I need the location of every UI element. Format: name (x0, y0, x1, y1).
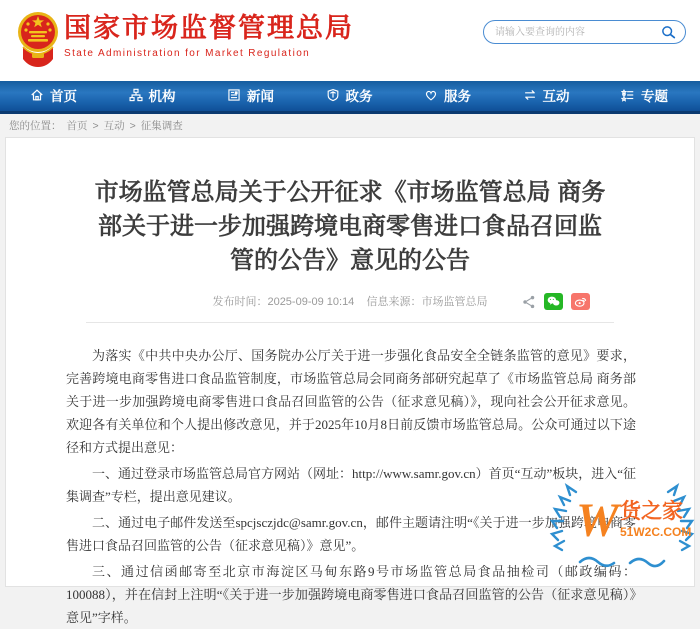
publish-time-label: 发布时间： (212, 296, 268, 308)
nav-item-home[interactable] (30, 85, 77, 105)
paragraph-channel-website: 一、通过登录市场监管总局官方网站（网址：http://www.samr.gov.cn）首页“互动”板块，进入“征集调查”专栏，提出意见建议。 (66, 466, 636, 504)
weibo-share-icon[interactable] (571, 293, 590, 310)
newspaper-icon (227, 88, 241, 102)
breadcrumb-link-survey[interactable]: 征集调查 (140, 120, 183, 132)
nav-item-topics[interactable] (621, 85, 668, 105)
star-list-icon (621, 88, 635, 102)
search-input[interactable] (493, 26, 661, 39)
nav-label: 首页 (50, 88, 77, 104)
article-body (6, 323, 694, 629)
wechat-share-icon[interactable] (544, 293, 563, 310)
watermark-letter: W (576, 494, 619, 547)
nav-item-service[interactable] (424, 85, 471, 105)
nav-item-interact[interactable] (523, 85, 570, 105)
nav-label: 机构 (148, 88, 176, 104)
nav-item-gov[interactable] (326, 85, 373, 105)
exchange-arrows-icon (523, 88, 537, 102)
site-title: 国家市场监督管理总局 (64, 13, 354, 43)
site-brand (64, 13, 354, 59)
share-icon[interactable] (522, 295, 536, 309)
breadcrumb-prefix: 您的位置： (9, 120, 62, 132)
nav-label: 新闻 (247, 88, 274, 104)
org-chart-icon (129, 88, 143, 102)
paragraph-channel-email: 二、通过电子邮件发送至spcjsczjdc@samr.gov.cn，邮件主题请注明“《关于进一步加强跨境电商零售进口食品召回监管的公告（征求意见稿）》意见”。 (66, 515, 636, 553)
watermark-site: 51W2C.COM (620, 525, 692, 539)
breadcrumb-link-interact[interactable]: 互动 (103, 120, 125, 132)
main-nav (0, 81, 700, 114)
share-bar (522, 293, 590, 310)
watermark-name: 货之家 (620, 500, 683, 523)
home-icon (30, 88, 44, 102)
site-header (0, 0, 700, 81)
nav-label: 专题 (641, 88, 668, 104)
huozhijia-watermark-logo (546, 480, 698, 574)
breadcrumb-separator: > (92, 119, 99, 132)
heart-icon (424, 88, 438, 102)
paragraph-intro: 为落实《中共中央办公厅、国务院办公厅关于进一步强化食品安全全链条监管的意见》要求，完善跨境电商零售进口食品监管制度，市场监管总局会同商务部研究起草了《市场监管总局 商务部关于进一步加强跨境电商零售进口食品召回监管的公告（征求意见稿）》，现向社会公开征求意见。欢迎各有关单位和个人提出修改意见，并于2025年10月8日前反馈市场监管总局。公众可通过以下途径和方式提出意见： (66, 348, 636, 455)
nav-label: 互动 (542, 88, 570, 104)
breadcrumb-separator: > (129, 119, 136, 132)
source-value: 市场监管总局 (421, 296, 488, 308)
article-title: 市场监管总局关于公开征求《市场监管总局 商务部关于进一步加强跨境电商零售进口食品召回监管的公告》意见的公告 (94, 179, 606, 274)
nav-item-org[interactable] (129, 85, 176, 105)
nav-label: 服务 (444, 88, 471, 104)
nav-label: 政务 (345, 88, 373, 104)
search-box (483, 20, 686, 44)
search-icon[interactable] (661, 25, 676, 40)
paragraph-channel-mail: 三、通过信函邮寄至北京市海淀区马甸东路9号市场监管总局食品抽检司（邮政编码：100088），并在信封上注明“《关于进一步加强跨境电商零售进口食品召回监管的公告（征求意见稿）》意见”字样。 (66, 564, 636, 625)
source-label: 信息来源： (366, 296, 422, 308)
laurel-left (552, 486, 576, 550)
wave-lines (580, 558, 664, 566)
article-meta (6, 292, 694, 312)
breadcrumb (0, 114, 700, 137)
national-emblem-logo (17, 7, 59, 71)
shield-icon (326, 88, 340, 102)
site-subtitle-en: State Administration for Market Regulation (64, 48, 311, 59)
nav-item-news[interactable] (227, 85, 274, 105)
breadcrumb-link-home[interactable]: 首页 (66, 120, 88, 132)
publish-time-value: 2025-09-09 10:14 (267, 296, 355, 308)
